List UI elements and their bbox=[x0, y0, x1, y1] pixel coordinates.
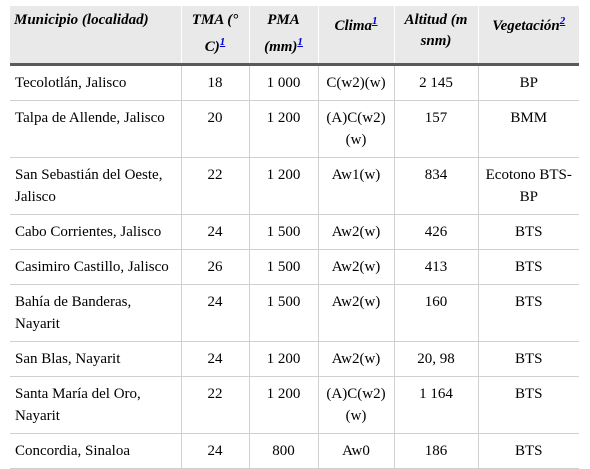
cell-altitud: 186 bbox=[394, 434, 478, 469]
table-row bbox=[10, 65, 579, 101]
cell-clima: (A)C(w2)(w) bbox=[318, 377, 394, 434]
cell-vegetacion: BTS bbox=[478, 377, 579, 434]
cell-municipio: Cabo Corrientes, Jalisco bbox=[10, 215, 181, 250]
cell-altitud: 426 bbox=[394, 215, 478, 250]
cell-pma: 1 200 bbox=[249, 101, 318, 158]
table-body bbox=[10, 65, 579, 469]
header-pma: PMA (mm)$^1$ bbox=[249, 6, 318, 65]
header-altitud: Altitud (m snm) bbox=[394, 6, 478, 65]
cell-altitud: 413 bbox=[394, 250, 478, 285]
cell-vegetacion: BTS bbox=[478, 285, 579, 342]
cell-pma: 1 000 bbox=[249, 65, 318, 101]
cell-tma: 18 bbox=[181, 65, 249, 101]
table-row bbox=[10, 285, 579, 342]
cell-clima: Aw2(w) bbox=[318, 342, 394, 377]
cell-tma: 20 bbox=[181, 101, 249, 158]
cell-altitud: 1 164 bbox=[394, 377, 478, 434]
cell-tma: 24 bbox=[181, 342, 249, 377]
cell-tma: 24 bbox=[181, 215, 249, 250]
table-row bbox=[10, 250, 579, 285]
table-header bbox=[10, 6, 579, 65]
cell-pma: 1 200 bbox=[249, 377, 318, 434]
cell-pma: 1 500 bbox=[249, 285, 318, 342]
header-tma: TMA (° C)$^1$ bbox=[181, 6, 249, 65]
cell-pma: 1 200 bbox=[249, 342, 318, 377]
cell-pma: 1 200 bbox=[249, 158, 318, 215]
table-row bbox=[10, 215, 579, 250]
header-vegetacion: Vegetación$^2$ bbox=[478, 6, 579, 65]
footnote-link-clima[interactable]: 1 bbox=[372, 15, 378, 27]
table-row bbox=[10, 101, 579, 158]
table-row bbox=[10, 377, 579, 434]
cell-vegetacion: BTS bbox=[478, 250, 579, 285]
header-clima: Clima$^1$ bbox=[318, 6, 394, 65]
header-row bbox=[10, 6, 579, 65]
cell-altitud: 2 145 bbox=[394, 65, 478, 101]
cell-vegetacion: BMM bbox=[478, 101, 579, 158]
cell-vegetacion: BTS bbox=[478, 434, 579, 469]
cell-tma: 24 bbox=[181, 434, 249, 469]
cell-pma: 800 bbox=[249, 434, 318, 469]
cell-municipio: Casimiro Castillo, Jalisco bbox=[10, 250, 181, 285]
cell-vegetacion: BTS bbox=[478, 215, 579, 250]
cell-municipio: Tecolotlán, Jalisco bbox=[10, 65, 181, 101]
cell-tma: 22 bbox=[181, 377, 249, 434]
climate-table-container bbox=[10, 6, 579, 469]
header-municipio: Municipio (localidad) bbox=[10, 6, 181, 65]
cell-vegetacion: BTS bbox=[478, 342, 579, 377]
cell-municipio: Bahía de Banderas, Nayarit bbox=[10, 285, 181, 342]
cell-clima: C(w2)(w) bbox=[318, 65, 394, 101]
cell-tma: 24 bbox=[181, 285, 249, 342]
cell-altitud: 160 bbox=[394, 285, 478, 342]
cell-clima: Aw2(w) bbox=[318, 250, 394, 285]
cell-altitud: 157 bbox=[394, 101, 478, 158]
cell-pma: 1 500 bbox=[249, 215, 318, 250]
cell-municipio: San Blas, Nayarit bbox=[10, 342, 181, 377]
cell-altitud: 20, 98 bbox=[394, 342, 478, 377]
cell-clima: Aw0 bbox=[318, 434, 394, 469]
footnote-link-vegetacion[interactable]: 2 bbox=[559, 15, 566, 27]
cell-tma: 26 bbox=[181, 250, 249, 285]
cell-tma: 22 bbox=[181, 158, 249, 215]
cell-municipio: Talpa de Allende, Jalisco bbox=[10, 101, 181, 158]
cell-clima: Aw1(w) bbox=[318, 158, 394, 215]
cell-clima: Aw2(w) bbox=[318, 285, 394, 342]
cell-pma: 1 500 bbox=[249, 250, 318, 285]
table-row bbox=[10, 158, 579, 215]
climate-table bbox=[10, 6, 579, 469]
cell-municipio: Concordia, Sinaloa bbox=[10, 434, 181, 469]
cell-clima: (A)C(w2)(w) bbox=[318, 101, 394, 158]
cell-vegetacion: Ecotono BTS-BP bbox=[478, 158, 579, 215]
footnote-link-pma[interactable]: 1 bbox=[297, 36, 303, 48]
cell-vegetacion: BP bbox=[478, 65, 579, 101]
cell-altitud: 834 bbox=[394, 158, 478, 215]
table-row bbox=[10, 342, 579, 377]
cell-municipio: San Sebastián del Oeste, Jalisco bbox=[10, 158, 181, 215]
cell-clima: Aw2(w) bbox=[318, 215, 394, 250]
cell-municipio: Santa María del Oro, Nayarit bbox=[10, 377, 181, 434]
footnote-link-tma[interactable]: 1 bbox=[219, 36, 226, 48]
table-row bbox=[10, 434, 579, 469]
